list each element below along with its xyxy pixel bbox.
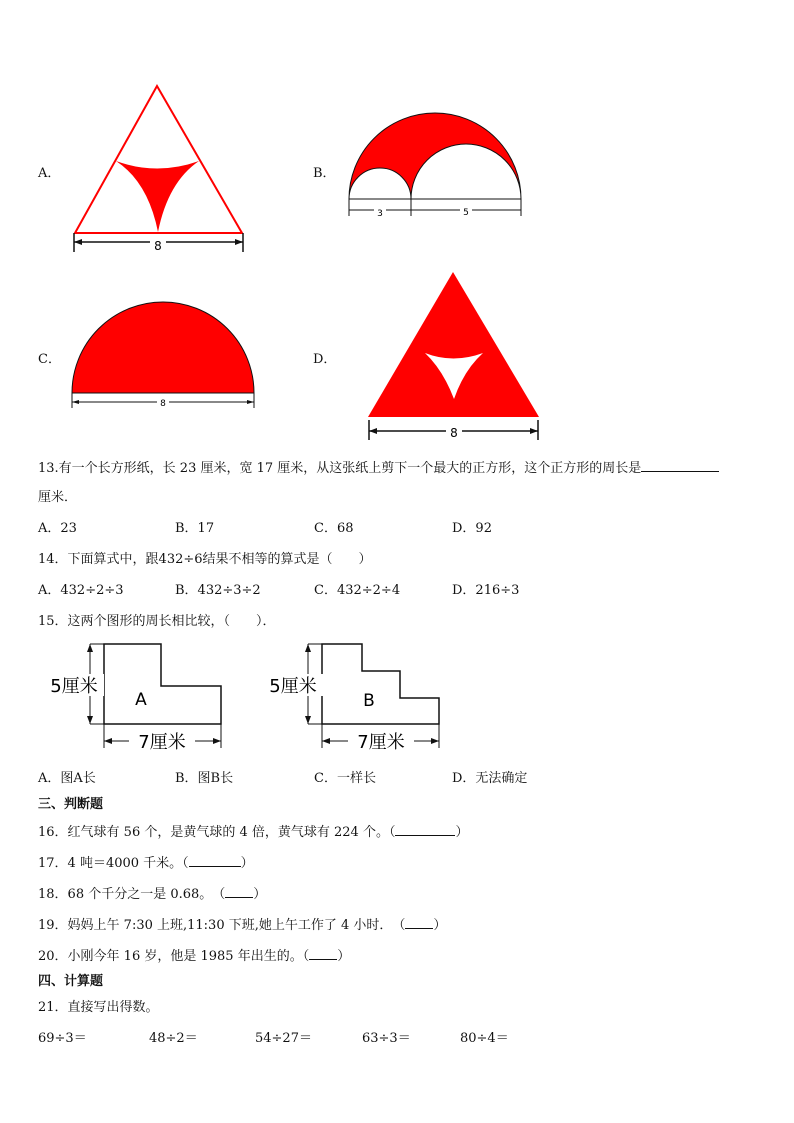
calc-item: 80÷4＝ [460,1031,509,1046]
shape-b-width-label: 7厘米 [357,732,405,753]
calc-item: 69÷3＝ [38,1031,87,1046]
answer-blank[interactable] [189,854,241,867]
shape-a-height-label: 5厘米 [50,676,98,697]
figure-b-dim-left: 3 [377,209,383,219]
question-13-text-cont: 厘米． [38,490,78,505]
q13-option-a[interactable]: A．23 [38,521,77,536]
answer-blank[interactable] [309,947,337,960]
figure-d-dim: 8 [450,426,458,440]
calc-item: 54÷27＝ [255,1031,312,1046]
shape-b-height-label: 5厘米 [269,676,317,697]
calc-item: 48÷2＝ [149,1031,198,1046]
section-4-title: 四、计算题 [38,974,104,989]
shape-a-name: A [135,690,147,710]
option-d-label: D． [313,352,337,367]
figure-c-dim: 8 [160,399,166,409]
figure-d-triangle [362,268,546,444]
q14-option-c[interactable]: C．432÷2÷4 [314,583,401,598]
q15-option-d[interactable]: D．无法确定 [452,771,528,786]
question-15-text: 15．这两个图形的周长相比较，（ ）． [38,614,276,629]
option-a-label: A． [38,166,61,181]
q14-option-a[interactable]: A．432÷2÷3 [38,583,124,598]
q14-option-d[interactable]: D．216÷3 [452,583,520,598]
question-17: 17．4 吨＝4000 千米。（ ） [38,856,254,871]
q15-option-b[interactable]: B．图B长 [175,771,234,786]
shape-b-name: B [363,691,375,711]
q13-option-c[interactable]: C．68 [314,521,354,536]
section-3-title: 三、判断题 [38,797,104,812]
answer-blank[interactable] [395,823,455,836]
question-21-text: 21．直接写出得数。 [38,1000,159,1015]
q14-option-b[interactable]: B．432÷3÷2 [175,583,261,598]
option-b-label: B． [313,166,336,181]
figure-b-dim-right: 5 [463,208,469,218]
figure-15-shape-a [40,638,230,758]
question-14-text: 14．下面算式中，跟432÷6结果不相等的算式是（ ） [38,552,372,567]
question-20: 20．小刚今年 16 岁，他是 1985 年出生的。（ ） [38,949,351,964]
answer-blank[interactable] [225,885,253,898]
shape-a-width-label: 7厘米 [138,732,186,753]
option-c-label: C． [38,352,61,367]
question-19: 19．妈妈上午 7:30 上班,11:30 下班,她上午工作了 4 小时． （ ） [38,918,447,933]
calc-item: 63÷3＝ [362,1031,411,1046]
question-13-text: 13.有一个长方形纸，长 23 厘米，宽 17 厘米，从这张纸上剪下一个最大的正方形，这个正方形的周长是 [38,459,719,477]
figure-b-semicircles [344,112,526,224]
figure-15-shape-b [262,638,452,758]
answer-blank[interactable] [405,916,433,929]
figure-c-semicircle [68,300,258,412]
q13-option-d[interactable]: D．92 [452,521,492,536]
q13-option-b[interactable]: B．17 [175,521,215,536]
q15-option-a[interactable]: A．图A长 [38,771,96,786]
figure-a-dim: 8 [154,239,162,253]
figure-a-triangle [66,80,250,256]
q15-option-c[interactable]: C．一样长 [314,771,376,786]
answer-blank[interactable] [641,459,719,472]
question-18: 18．68 个千分之一是 0.68。 （ ） [38,887,267,902]
question-16: 16．红气球有 56 个，是黄气球的 4 倍，黄气球有 224 个。（ ） [38,825,469,840]
